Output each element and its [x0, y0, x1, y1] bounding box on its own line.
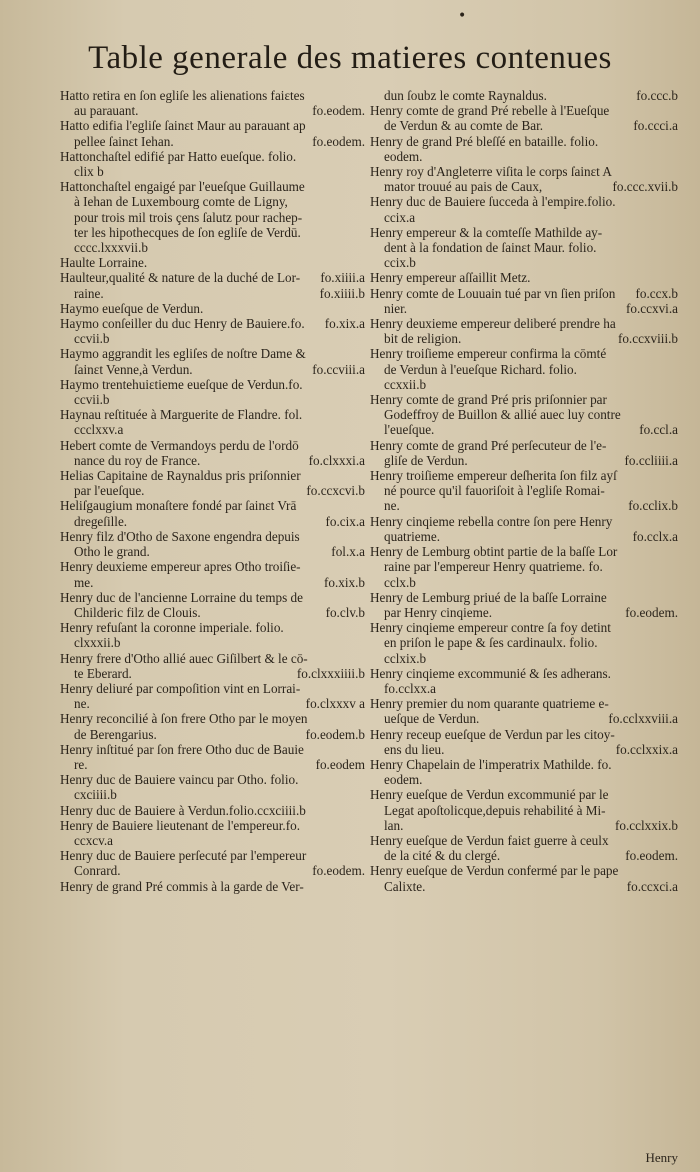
index-entry	[370, 103, 678, 133]
entry-continuation: mator trouué au pais de Caux,	[384, 179, 543, 195]
index-entry	[60, 818, 365, 848]
entry-continuation: Legat apoſtolicque,depuis rehabilité à Mi-	[384, 802, 606, 818]
index-entry	[60, 848, 365, 878]
entry-text: Henry duc de Bauiere à Verdun.folio.ccxciiii.b	[60, 802, 306, 818]
entry-text: Henry filz d'Otho de Saxone engendra depuis	[60, 528, 300, 544]
folio-reference: fo.eodem.b	[305, 726, 365, 742]
entry-continuation: par Henry cinqieme.	[384, 604, 493, 620]
entry-continuation: nance du roy de France.	[74, 452, 201, 468]
folio-reference: fo.xiiii.a	[320, 270, 365, 286]
index-entry	[370, 134, 678, 164]
entry-text: Hatto edifia l'egliſe ſainɛt Maur au parauant ap	[60, 118, 306, 134]
entry-text: Henry duc de Bauiere ſucceda à l'empire.folio.	[370, 194, 616, 210]
entry-continuation: raine.	[74, 285, 104, 301]
entry-continuation: de Verdun & au comte de Bar.	[384, 118, 544, 134]
index-entry	[370, 833, 678, 863]
entry-text: Henry comte de grand Pré rebelle à l'Eueſque	[370, 103, 610, 119]
entry-text: Henry comte de Louuain tué par vn ſien priſon	[370, 285, 616, 301]
entry-text: Henry cinqieme excommunié & ſes adherans.	[370, 665, 611, 681]
entry-continuation: ccvii.b	[74, 331, 110, 347]
entry-continuation: te Eberard.	[74, 665, 132, 681]
entry-continuation: ccclxxv.a	[74, 422, 124, 438]
entry-continuation: clxxxii.b	[74, 635, 121, 651]
entry-continuation: Godeffroy de Buillon & allié auec luy contre	[384, 407, 621, 423]
index-entry	[60, 559, 365, 589]
entry-continuation: l'eueſque.	[384, 422, 435, 438]
entry-continuation: Otho le grand.	[74, 544, 150, 560]
folio-reference: fo.eodem.	[625, 848, 678, 864]
entry-continuation: Conrard.	[74, 863, 121, 879]
entry-text: Haynau reſtituée à Marguerite de Flandre. fol.	[60, 407, 303, 423]
folio-reference: fo.cclxxix.a	[615, 741, 678, 757]
index-entry	[370, 666, 678, 696]
folio-reference: fo.ccliiii.a	[624, 452, 678, 468]
entry-continuation: gliſe de Verdun.	[384, 452, 468, 468]
entry-text: Henry eueſque de Verdun faiɛt guerre à ceulx	[370, 832, 609, 848]
index-entry	[370, 316, 678, 346]
index-entry	[60, 772, 365, 802]
entry-continuation: ne.	[74, 696, 90, 712]
entry-continuation: ccxcv.a	[74, 832, 114, 848]
index-entry	[60, 742, 365, 772]
entry-text: Henry deuxieme empereur apres Otho troiſie-	[60, 559, 301, 575]
entry-continuation: à Iehan de Luxembourg comte de Ligny,	[74, 194, 288, 210]
folio-reference: fo.ccxviii.b	[617, 331, 678, 347]
entry-continuation: par l'eueſque.	[74, 483, 145, 499]
index-entry	[60, 681, 365, 711]
entry-text: Henry duc de l'ancienne Lorraine du temps de	[60, 589, 303, 605]
index-entry	[370, 757, 678, 787]
entry-text: Henry eueſque de Verdun excommunié par le	[370, 787, 609, 803]
folio-reference: fo.cix.a	[325, 513, 365, 529]
folio-reference: fo.eodem.	[312, 133, 365, 149]
entry-text: Haymo aggrandit les egliſes de noſtre Dame &	[60, 346, 306, 362]
index-entry	[370, 727, 678, 757]
folio-reference: fo.eodem.	[312, 863, 365, 879]
entry-text: Heliſgaugium monaſtere fondé par ſainɛt Vrā	[60, 498, 297, 514]
folio-reference: fo.clv.b	[325, 604, 365, 620]
entry-continuation: cccc.lxxxvii.b	[74, 240, 148, 256]
folio-reference: fo.eodem.	[312, 103, 365, 119]
entry-continuation: en priſon le pape & ſes cardinaulx. folio.	[384, 635, 598, 651]
index-entry	[60, 179, 365, 255]
entry-text: Henry deuxieme empereur deliberé prendre ha	[370, 316, 616, 332]
folio-reference: fo.ccxvi.a	[626, 300, 678, 316]
folio-reference: fo.ccviii.a	[312, 361, 365, 377]
entry-text: Henry empereur & la comteſſe Mathilde ay-	[370, 224, 603, 240]
entry-text: Henry comte de grand Pré pris priſonnier par	[370, 392, 607, 408]
entry-text: Henry roy d'Angleterre viſita le corps ſainɛt A	[370, 164, 612, 180]
entry-continuation: ccxxii.b	[384, 376, 427, 392]
entry-continuation: quatrieme.	[384, 528, 441, 544]
folio-reference: fol.x.a	[331, 544, 365, 560]
index-entry	[60, 438, 365, 468]
folio-reference: fo.ccci.a	[633, 118, 678, 134]
folio-reference: fo.xix.b	[323, 574, 365, 590]
entry-continuation: dregeſille.	[74, 513, 128, 529]
entry-continuation: cclxix.b	[384, 650, 427, 666]
folio-reference: fo.xiiii.b	[319, 285, 365, 301]
entry-continuation: ccvii.b	[74, 392, 110, 408]
entry-text: Henry duc de Bauiere vaincu par Otho. folio.	[60, 772, 299, 788]
entry-continuation: ccix.b	[384, 255, 416, 271]
entry-continuation: ens du lieu.	[384, 741, 445, 757]
entry-continuation: ſainɛt Venne,à Verdun.	[74, 361, 193, 377]
entry-text: Haymo trentehuiɛtieme eueſque de Verdun.fo.	[60, 376, 303, 392]
folio-reference: fo.eodem.	[625, 604, 678, 620]
entry-continuation: au parauant.	[74, 103, 139, 119]
index-entry	[370, 438, 678, 468]
entry-text: Henry de Lemburg obtint partie de la baſſe Lor	[370, 544, 618, 560]
entry-continuation: bit de religion.	[384, 331, 462, 347]
index-entry	[370, 620, 678, 666]
entry-continuation: ter les hipothecques de ſon egliſe de Verdū.	[74, 224, 301, 240]
index-entry	[370, 164, 678, 194]
entry-text: Henry eueſque de Verdun confermé par le pape	[370, 863, 619, 879]
index-entry	[60, 118, 365, 148]
entry-text: Henry reconcilié à ſon frere Otho par le moyen	[60, 711, 308, 727]
index-entry	[370, 696, 678, 726]
entry-text: Henry cinqieme rebella contre ſon pere Henry	[370, 513, 613, 529]
entry-continuation: eodem.	[384, 148, 423, 164]
index-column-left	[60, 88, 365, 894]
index-entry	[60, 651, 365, 681]
entry-text: Henry comte de grand Pré perſecuteur de l'e-	[370, 437, 607, 453]
entry-text: Henry refuſant la coronne imperiale. folio.	[60, 620, 284, 636]
index-entry	[370, 346, 678, 392]
index-entry	[60, 468, 365, 498]
index-entry	[370, 225, 678, 271]
entry-continuation: cclx.b	[384, 574, 416, 590]
folio-reference: fo.clxxxv a	[305, 696, 365, 712]
entry-continuation: pour trois mil trois çens ſalutz pour rachep-	[74, 209, 303, 225]
entry-text: Haulte Lorraine.	[60, 255, 148, 271]
folio-reference: fo.ccx.b	[635, 285, 678, 301]
folio-reference: fo.clxxxi.a	[308, 452, 365, 468]
index-entry	[370, 468, 678, 514]
index-entry	[370, 286, 678, 316]
index-entry	[370, 194, 678, 224]
folio-reference: fo.ccc.b	[636, 88, 678, 103]
entry-continuation: né pource qu'il fauoriſoit à l'egliſe Romai-	[384, 483, 605, 499]
catchword: Henry	[645, 1150, 678, 1165]
index-entry	[60, 270, 365, 300]
entry-text: Henry Chapelain de l'imperatrix Mathilde. fo.	[370, 756, 612, 772]
index-entry	[60, 590, 365, 620]
folio-reference: fo.ccc.xvii.b	[612, 179, 678, 195]
entry-text: Henry frere d'Otho allié auec Giſilbert & le cō-	[60, 650, 308, 666]
page-mark: •	[458, 8, 467, 24]
index-entry	[60, 498, 365, 528]
index-entry	[60, 711, 365, 741]
entry-text: Henry cinqieme empereur contre ſa foy detint	[370, 620, 611, 636]
entry-text: Henry de Lemburg priué de la baſſe Lorraine	[370, 589, 607, 605]
entry-continuation: lan.	[384, 817, 404, 833]
entry-text: Henry empereur aſſaillit Metz.	[370, 270, 531, 286]
folio-reference: fo.xix.a	[324, 316, 365, 332]
entry-text: Henry inſtitué par ſon frere Otho duc de Bauie	[60, 741, 304, 757]
entry-continuation: nier.	[384, 300, 408, 316]
index-entry	[370, 514, 678, 544]
folio-reference: fo.ccxcvi.b	[306, 483, 365, 499]
index-entry	[60, 529, 365, 559]
entry-text: Henry de grand Pré bleſſé en bataille. folio.	[370, 133, 599, 149]
entry-text: Henry receup eueſque de Verdun par les citoy-	[370, 726, 615, 742]
index-entry	[60, 149, 365, 179]
index-entry	[60, 377, 365, 407]
entry-continuation: ccix.a	[384, 209, 416, 225]
index-entry	[60, 88, 365, 118]
index-entry	[370, 544, 678, 590]
entry-continuation: pellee ſainɛt Iehan.	[74, 133, 174, 149]
entry-continuation: eodem.	[384, 772, 423, 788]
index-entry	[60, 803, 365, 818]
folio-reference: fo.cclix.b	[628, 498, 678, 514]
entry-text: Hatto retira en ſon egliſe les alienations faiɛtes	[60, 88, 305, 103]
index-entry	[60, 407, 365, 437]
entry-text: Henry duc de Bauiere perſecuté par l'empereur	[60, 848, 307, 864]
entry-text: Haulteur,qualité & nature de la duché de Lor-	[60, 270, 301, 286]
entry-continuation: de la cité & du clergé.	[384, 848, 501, 864]
entry-continuation: Childeric filz de Clouis.	[74, 604, 201, 620]
entry-continuation: ne.	[384, 498, 400, 514]
index-entry	[370, 787, 678, 833]
entry-continuation: re.	[74, 756, 88, 772]
entry-text: dun ſoubz le comte Raynaldus. fo.ccc.b	[384, 88, 678, 103]
entry-continuation: cxciiii.b	[74, 787, 117, 803]
entry-text: Haymo conſeiller du duc Henry de Bauiere.fo.	[60, 316, 305, 332]
entry-continuation: clix b	[74, 164, 104, 180]
entry-text: Henry deliuré par compoſition vint en Lorrai-	[60, 680, 301, 696]
entry-text: Henry de grand Pré commis à la garde de Ver-	[60, 878, 304, 894]
entry-continuation: fo.cclxx.a	[384, 680, 436, 696]
index-entry	[60, 346, 365, 376]
index-entry	[370, 590, 678, 620]
folio-reference: fo.cclxxviii.a	[608, 711, 678, 727]
entry-continuation: ueſque de Verdun.	[384, 711, 480, 727]
entry-continuation: raine par l'empereur Henry quatrieme. fo.	[384, 559, 603, 575]
entry-text: Henry premier du nom quarante quatrieme e-	[370, 696, 609, 712]
entry-text: Haymo eueſque de Verdun.	[60, 300, 204, 316]
index-entry	[60, 620, 365, 650]
entry-continuation: me.	[74, 574, 94, 590]
entry-text: Henry de Bauiere lieutenant de l'empereur.fo.	[60, 817, 301, 833]
entry-text: Henry troiſieme empereur confirma la cōmté	[370, 346, 607, 362]
folio-reference: fo.clxxxiiii.b	[296, 665, 365, 681]
entry-continuation: de Verdun à l'eueſque Richard. folio.	[384, 361, 577, 377]
index-entry	[370, 392, 678, 438]
folio-reference: fo.ccxci.a	[626, 878, 678, 894]
folio-reference: fo.ccl.a	[639, 422, 678, 438]
entry-text: Henry troiſieme empereur deſherita ſon filz ayſ	[370, 468, 617, 484]
page-title: Table generale des matieres contenues	[88, 40, 612, 76]
entry-text: Hattonchaſtel engaigé par l'eueſque Guillaume	[60, 179, 305, 195]
folio-reference: fo.eodem	[315, 756, 365, 772]
index-entry	[60, 316, 365, 346]
entry-continuation: dent à la fondation de ſainɛt Maur. folio.	[384, 240, 597, 256]
index-entry	[370, 88, 678, 103]
folio-reference: fo.cclx.a	[632, 528, 678, 544]
entry-text: Hebert comte de Vermandoys perdu de l'ordō	[60, 437, 299, 453]
entry-text: Hattonchaſtel edifié par Hatto eueſque. folio.	[60, 148, 297, 164]
folio-reference: fo.cclxxix.b	[615, 817, 678, 833]
index-column-right	[370, 88, 678, 894]
entry-continuation: de Berengarius.	[74, 726, 157, 742]
entry-continuation: Calixte.	[384, 878, 426, 894]
entry-text: Helias Capitaine de Raynaldus pris priſonnier	[60, 468, 301, 484]
index-entry	[370, 863, 678, 893]
index-entry	[60, 879, 365, 894]
